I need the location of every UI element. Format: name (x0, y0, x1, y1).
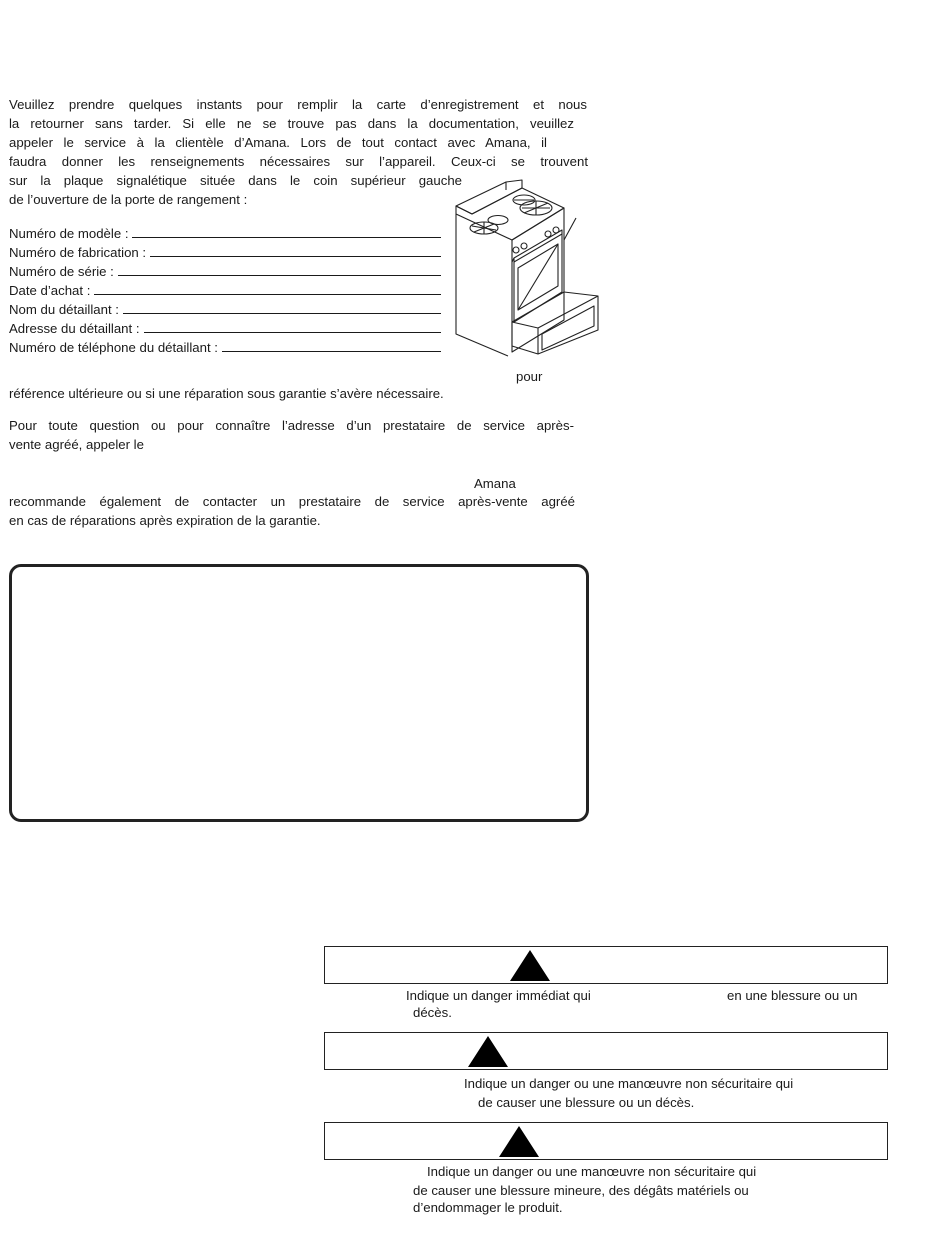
intro-line-4: faudra donner les renseignements nécessaires sur l’appareil. Ceux-ci se trouvent (9, 154, 588, 169)
blank-line (144, 332, 442, 333)
warning-triangle-icon (510, 950, 550, 981)
caution-text-1: Indique un danger ou une manœuvre non sécuritaire qui (427, 1164, 757, 1179)
blank-line (222, 351, 441, 352)
danger-text-1b: en une blessure ou un (727, 988, 858, 1003)
model-number-label: Numéro de modèle : (9, 226, 129, 241)
caution-text-3: d’endommager le produit. (413, 1200, 563, 1215)
intro-line-3: appeler le service à la clientèle d’Amana. Lors de tout contact avec Amana, il (9, 135, 547, 150)
service-line-1: Pour toute question ou pour connaître l’adresse d’un prestataire de service après- (9, 418, 574, 433)
pour-text: pour (516, 369, 543, 384)
manufacturing-number-label: Numéro de fabrication : (9, 245, 147, 260)
blank-line (94, 294, 441, 295)
danger-signal-box (324, 946, 888, 984)
serial-number-field[interactable] (9, 260, 441, 279)
warning-signal-box (324, 1032, 888, 1070)
blank-line (123, 313, 441, 314)
warning-triangle-icon (468, 1036, 508, 1067)
service-line-2: vente agréé, appeler le (9, 437, 144, 452)
dealer-phone-label: Numéro de téléphone du détaillant : (9, 340, 218, 355)
blank-line (132, 237, 441, 238)
info-box (9, 564, 589, 822)
intro-line-1: Veuillez prendre quelques instants pour remplir la carte d’enregistrement et nous (9, 97, 587, 112)
manufacturing-number-field[interactable] (9, 241, 441, 260)
blank-line (150, 256, 441, 257)
intro-line-2: la retourner sans tarder. Si elle ne se trouve pas dans la documentation, veuillez (9, 116, 574, 131)
model-number-field[interactable] (9, 222, 441, 241)
warning-text-2: de causer une blessure ou un décès. (478, 1095, 695, 1110)
dealer-name-label: Nom du détaillant : (9, 302, 119, 317)
purchase-date-label: Date d’achat : (9, 283, 91, 298)
danger-text-1: Indique un danger immédiat qui (406, 988, 591, 1003)
reference-text: référence ultérieure ou si une réparation sous garantie s’avère nécessaire. (9, 386, 444, 401)
purchase-date-field[interactable] (9, 279, 441, 298)
danger-text-2: décès. (413, 1005, 452, 1020)
dealer-address-field[interactable] (9, 317, 441, 336)
dealer-address-label: Adresse du détaillant : (9, 321, 140, 336)
warning-triangle-icon (499, 1126, 539, 1157)
intro-line-5: sur la plaque signalétique située dans le coin supérieur gauche (9, 173, 462, 188)
caution-text-2: de causer une blessure mineure, des dégâts matériels ou (413, 1183, 749, 1198)
service-line-3: recommande également de contacter un prestataire de service après-vente agréé (9, 494, 575, 509)
service-line-4: en cas de réparations après expiration de la garantie. (9, 513, 321, 528)
caution-signal-box (324, 1122, 888, 1160)
dealer-phone-field[interactable] (9, 336, 441, 355)
dealer-name-field[interactable] (9, 298, 441, 317)
intro-line-6: de l’ouverture de la porte de rangement : (9, 192, 248, 207)
serial-number-label: Numéro de série : (9, 264, 114, 279)
warning-text-1: Indique un danger ou une manœuvre non sécuritaire qui (464, 1076, 794, 1091)
amana-text: Amana (474, 476, 516, 491)
range-illustration (452, 170, 602, 360)
blank-line (118, 275, 441, 276)
